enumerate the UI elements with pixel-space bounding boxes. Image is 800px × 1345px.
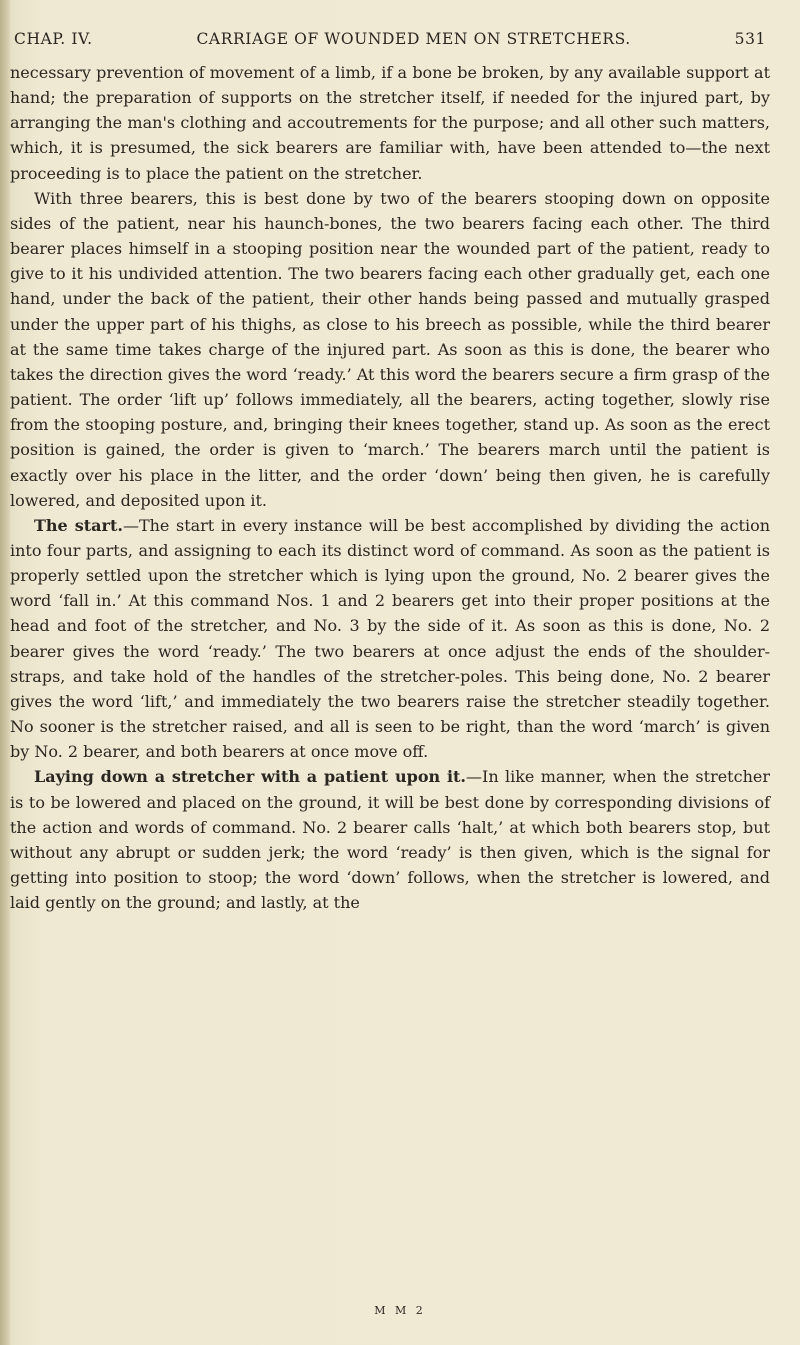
paragraph-text: —In like manner, when the stretcher is to be lowered and placed on the ground, it will be best done by corresponding divisions of the action and words of command. No. 2 bearer calls ‘halt,’ at which both bearers stop, but without any abrupt or sudden jerk; the word ‘ready’ is then given, which is the signal for getting into position to stoop; the word ‘down’ follows, when the stretcher is lowered, and laid gently on the ground; and lastly, at the [10,767,770,913]
section-heading-start: The start. [34,515,123,535]
body-text [10,60,770,915]
paragraph-text: With three bearers, this is best done by two of the bearers stooping down on opposite sides of the patient, near his haunch-bones, the two bearers facing each other. The third bearer places himself in a stooping position near the wounded part of the patient, ready to give to it his undivided attention. The two bearers facing each other gradually get, each one hand, under the back of the patient, their other hands being passed and mutually grasped under the upper part of his thighs, as close to his breech as possible, while the third bearer at the same time takes charge of the injured part. As soon as this is done, the bearer who takes the direction gives the word ‘ready.’ At this word the bearers secure a firm grasp of the patient. The order ‘lift up’ follows immediately, all the bearers, acting together, slowly rise from the stooping posture, and, bringing their knees together, stand up. As soon as the erect position is gained, the order is given to ‘march.’ The bearers march until the patient is exactly over his place in the litter, and the order ‘down’ being then given, he is carefully lowered, and deposited upon it. [10,188,770,510]
paragraph-3 [10,513,770,765]
section-heading-laying-down: Laying down a stretcher with a patient upon it. [34,767,466,787]
paragraph-4 [10,764,770,915]
signature-mark: M M 2 [374,1304,426,1317]
binding-gutter [0,0,10,1345]
page-number: 531 [734,30,766,48]
chapter-label: CHAP. IV. [14,30,93,48]
paragraph-2 [10,186,770,513]
paragraph-text: necessary prevention of movement of a limb, if a bone be broken, by any available support at hand; the preparation of supports on the stretcher itself, if needed for the injured part, by arranging the man's clothing and accoutrements for the purpose; and all other such matters, which, it is presumed, the sick bearers are familiar with, have been attended to—the next proceeding is to place the patient on the stretcher. [10,63,770,183]
paragraph-text: —The start in every instance will be best accomplished by dividing the action into four parts, and assigning to each its distinct word of command. As soon as the patient is properly settled upon the stretcher which is lying upon the ground, No. 2 bearer gives the word ‘fall in.’ At this command Nos. 1 and 2 bearers get into their proper positions at the head and foot of the stretcher, and No. 3 by the side of it. As soon as this is done, No. 2 bearer gives the word ‘ready.’ The two bearers at once adjust the ends of the shoulder-straps, and take hold of the handles of the stretcher-poles. This being done, No. 2 bearer gives the word ‘lift,’ and immediately the two bearers raise the stretcher steadily together. No sooner is the stretcher raised, and all is seen to be right, than the word ‘march’ is given by No. 2 bearer, and both bearers at once move off. [10,515,771,762]
running-header [14,30,766,48]
paragraph-1 [10,60,770,186]
running-title: CARRIAGE OF WOUNDED MEN ON STRETCHERS. [196,30,631,48]
